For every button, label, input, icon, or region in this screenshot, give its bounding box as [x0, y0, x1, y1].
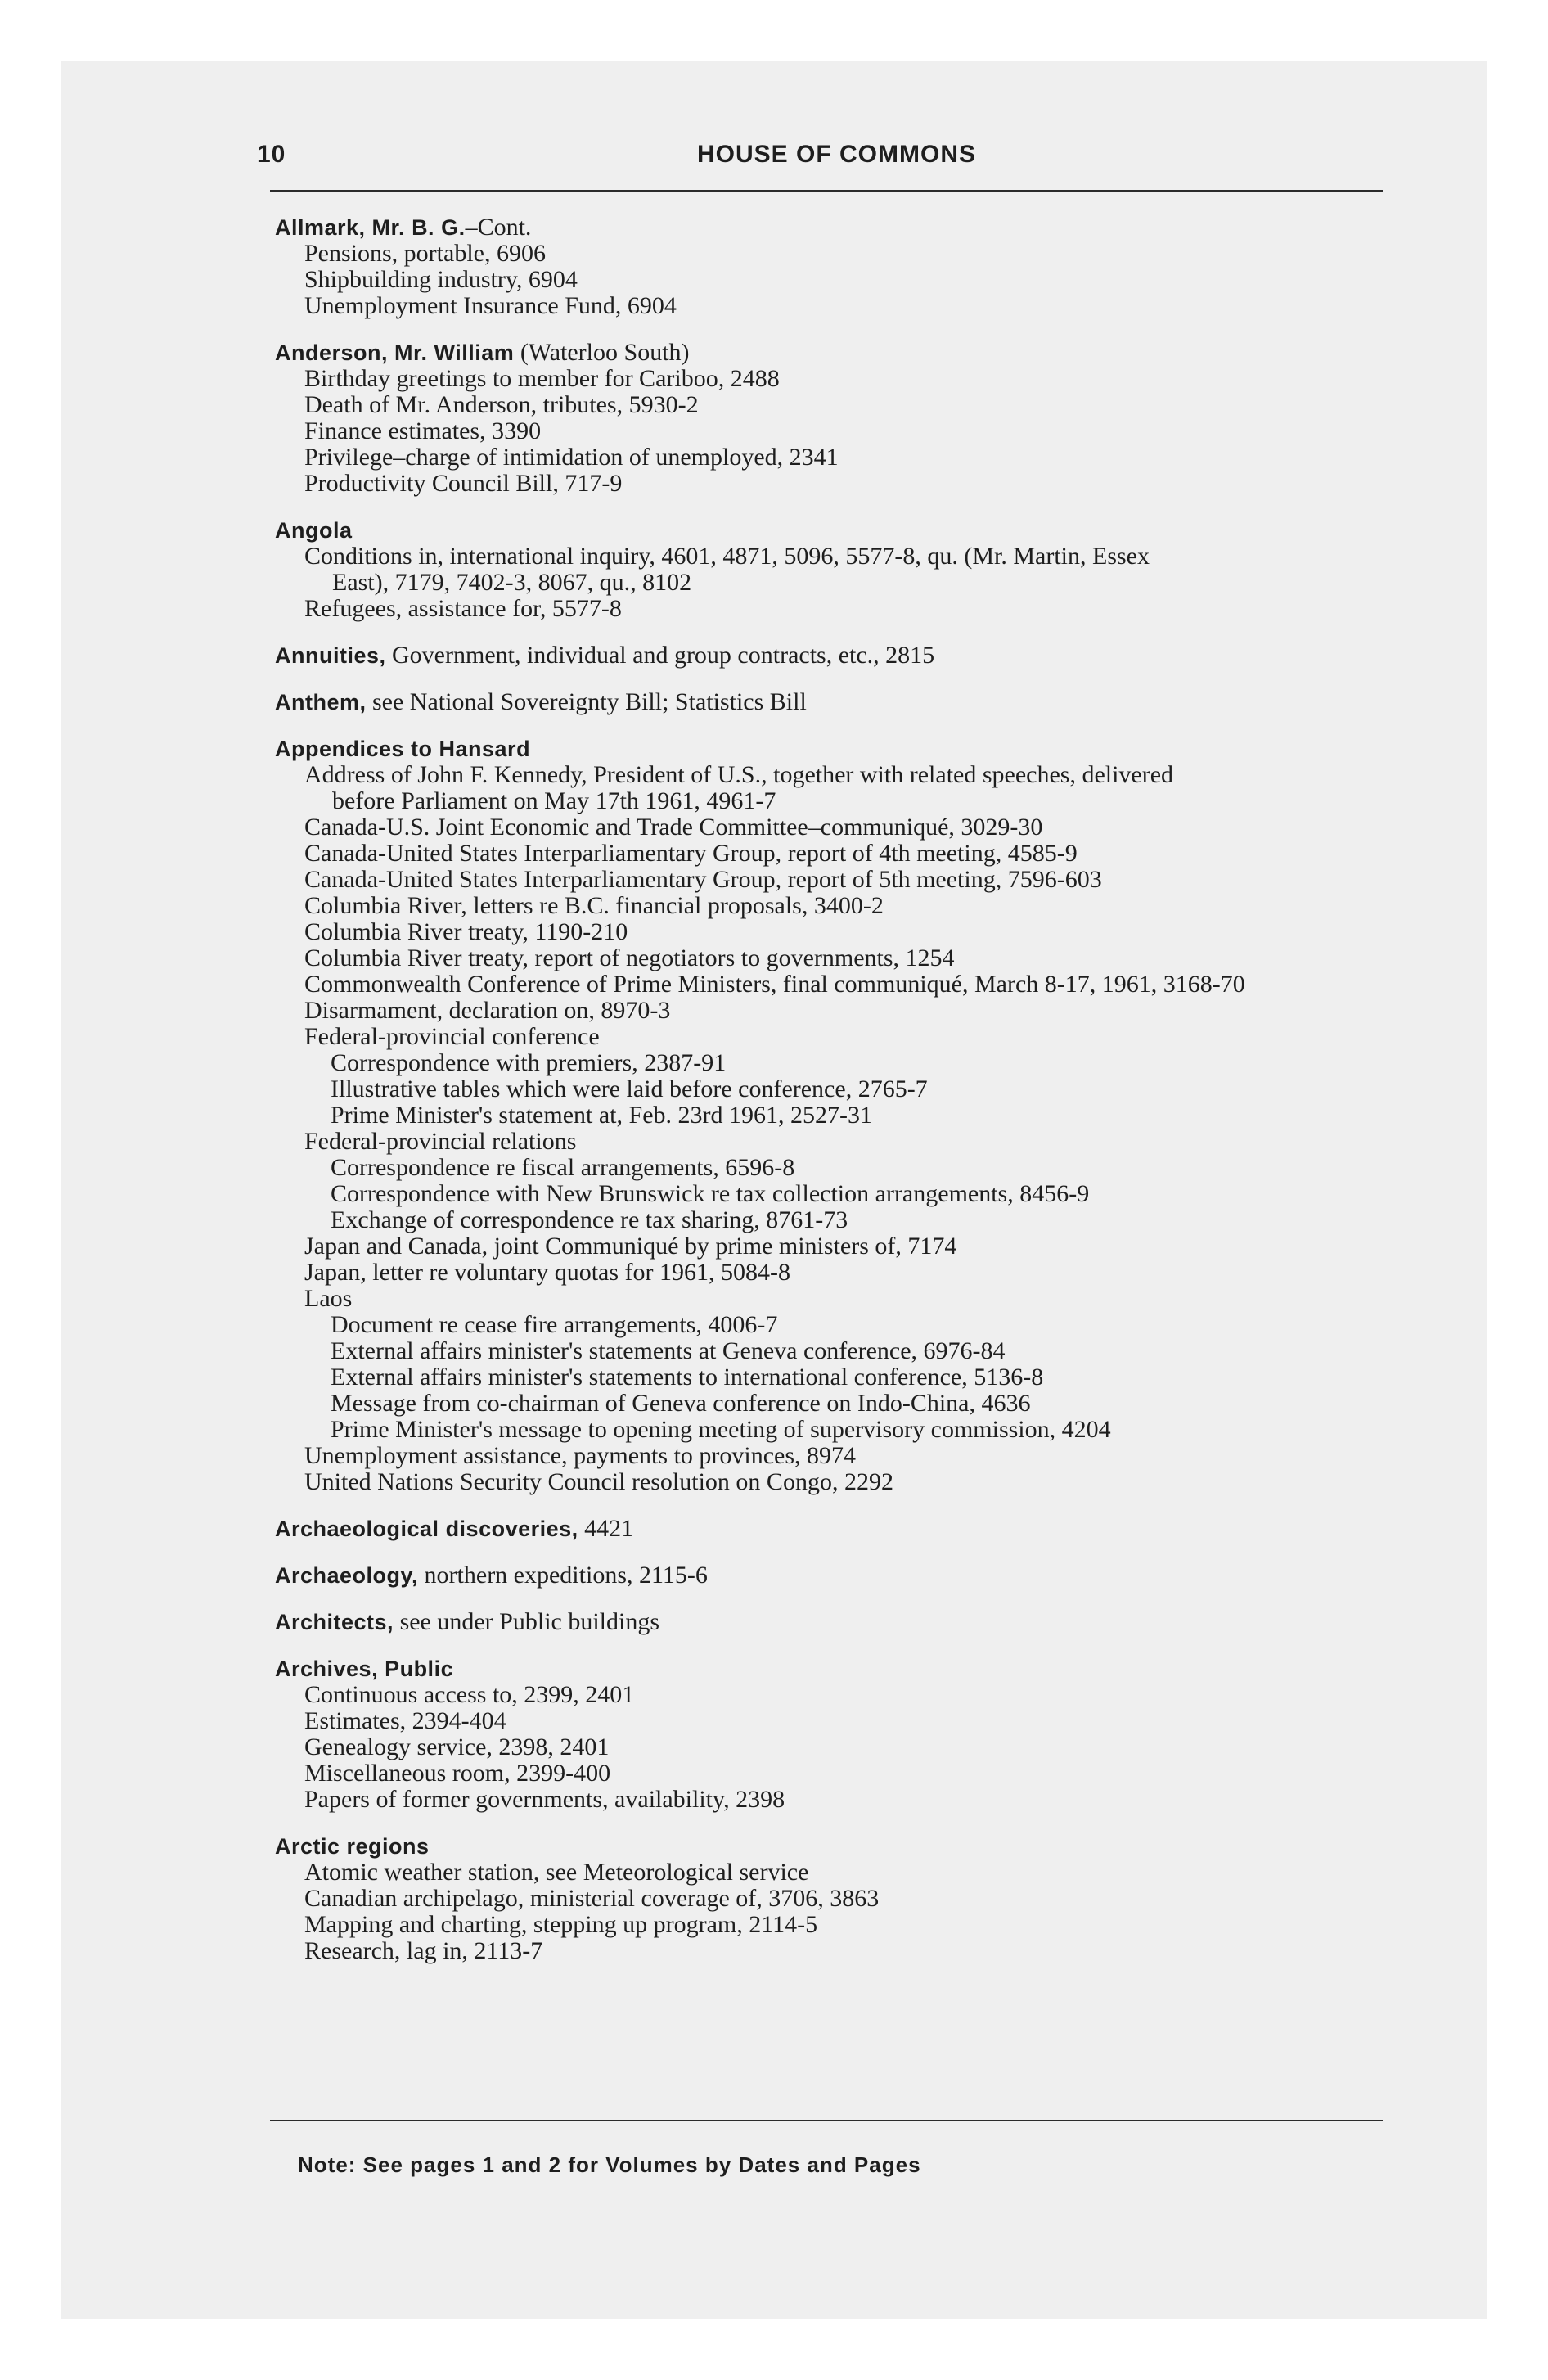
entry-heading: Archaeological discoveries, — [275, 1517, 578, 1541]
entry-heading: Archives, Public — [275, 1657, 454, 1681]
entry-sub-item: Canadian archipelago, ministerial coverage of, 3706, 3863 — [304, 1885, 880, 1912]
entry-subsub-item: External affairs minister's statements at Geneva conference, 6976-84 — [331, 1337, 1006, 1364]
entry-heading: Architects, — [275, 1610, 394, 1634]
entry-sub-item: Federal-provincial relations — [304, 1128, 577, 1155]
entry-subsub-item: External affairs minister's statements to international conference, 5136-8 — [331, 1364, 1044, 1391]
footer-note: Note: See pages 1 and 2 for Volumes by Dates and Pages — [298, 2152, 921, 2177]
entry-heading-line — [275, 642, 1404, 669]
entry-heading-rest: 4421 — [578, 1515, 634, 1542]
entry-heading-line — [275, 517, 1404, 543]
index-entry — [275, 340, 1404, 497]
entry-subsub-item: Correspondence with New Brunswick re tax collection arrangements, 8456-9 — [331, 1180, 1090, 1207]
entry-sub-item: Finance estimates, 3390 — [304, 417, 542, 444]
entry-sub-item: Japan and Canada, joint Communiqué by prime ministers of, 7174 — [304, 1233, 957, 1260]
index-entry — [275, 689, 1404, 715]
entry-subsub-item: Document re cease fire arrangements, 4006-7 — [331, 1311, 778, 1338]
index-entry — [275, 642, 1404, 669]
index-entry — [275, 214, 1404, 319]
entry-heading-line — [275, 736, 1404, 762]
entry-subsub-item: Correspondence with premiers, 2387-91 — [331, 1049, 727, 1076]
entry-continuation-line: before Parliament on May 17th 1961, 4961-7 — [332, 787, 776, 814]
entry-heading-rest: (Waterloo South) — [514, 339, 690, 366]
entry-heading-rest: see National Sovereignty Bill; Statistics Bill — [366, 688, 807, 715]
entry-heading-line — [275, 1833, 1404, 1859]
entry-sub-item: Columbia River, letters re B.C. financial proposals, 3400-2 — [304, 892, 884, 919]
entry-sub-item: Research, lag in, 2113-7 — [304, 1937, 543, 1964]
entry-heading: Anthem, — [275, 690, 367, 714]
entry-sub-item: Death of Mr. Anderson, tributes, 5930-2 — [304, 391, 699, 418]
entry-continuation-line: East), 7179, 7402-3, 8067, qu., 8102 — [332, 569, 692, 596]
entry-sub-item: Privilege–charge of intimidation of unemployed, 2341 — [304, 444, 839, 471]
index-entry — [275, 1656, 1404, 1813]
entry-heading-rest: Government, individual and group contracts, etc., 2815 — [385, 642, 935, 669]
entry-sub-item: Conditions in, international inquiry, 4601, 4871, 5096, 5577-8, qu. (Mr. Martin, Essex — [304, 543, 1150, 570]
entry-subsub-item: Correspondence re fiscal arrangements, 6596-8 — [331, 1154, 795, 1181]
entry-sub-item: Shipbuilding industry, 6904 — [304, 266, 578, 293]
entry-heading-rest: –Cont. — [465, 214, 532, 241]
entry-sub-item: Productivity Council Bill, 717-9 — [304, 470, 623, 497]
entry-sub-item: Birthday greetings to member for Cariboo, 2488 — [304, 365, 780, 392]
entry-heading-line — [275, 1516, 1404, 1542]
entry-sub-item: Laos — [304, 1285, 353, 1312]
entry-heading-line — [275, 340, 1404, 366]
entry-sub-item: Estimates, 2394-404 — [304, 1707, 506, 1734]
entry-heading: Arctic regions — [275, 1834, 430, 1859]
entry-sub-item: Refugees, assistance for, 5577-8 — [304, 595, 622, 622]
entry-subsub-item: Prime Minister's message to opening meeting of supervisory commission, 4204 — [331, 1416, 1111, 1443]
entry-sub-item: Atomic weather station, see Meteorological service — [304, 1859, 809, 1886]
entry-heading-line — [275, 1609, 1404, 1635]
entry-subsub-item: Exchange of correspondence re tax sharing, 8761-73 — [331, 1206, 848, 1233]
index-column — [275, 214, 1404, 1985]
entry-sub-item: United Nations Security Council resolution on Congo, 2292 — [304, 1468, 893, 1495]
entry-heading-line — [275, 689, 1404, 715]
entry-sub-item: Pensions, portable, 6906 — [304, 240, 546, 267]
page-number: 10 — [257, 141, 286, 168]
index-entry — [275, 736, 1404, 1495]
entry-heading: Anderson, Mr. William — [275, 340, 515, 365]
index-entry — [275, 1562, 1404, 1589]
index-entry — [275, 1609, 1404, 1635]
entry-heading: Annuities, — [275, 643, 386, 668]
index-entry — [275, 1516, 1404, 1542]
entry-sub-item: Miscellaneous room, 2399-400 — [304, 1760, 611, 1787]
entry-heading-rest: see under Public buildings — [394, 1608, 660, 1635]
entry-heading: Allmark, Mr. B. G. — [275, 215, 466, 240]
entry-heading-rest: northern expeditions, 2115-6 — [418, 1562, 708, 1589]
entry-sub-item: Unemployment assistance, payments to provinces, 8974 — [304, 1442, 857, 1469]
entry-sub-item: Continuous access to, 2399, 2401 — [304, 1681, 635, 1708]
entry-heading-line — [275, 1656, 1404, 1682]
entry-sub-item: Unemployment Insurance Fund, 6904 — [304, 292, 677, 319]
entry-heading-line — [275, 214, 1404, 241]
entry-heading: Angola — [275, 518, 353, 543]
entry-sub-item: Commonwealth Conference of Prime Ministers, final communiqué, March 8-17, 1961, 3168-70 — [304, 971, 1245, 998]
entry-heading: Appendices to Hansard — [275, 737, 531, 761]
entry-subsub-item: Illustrative tables which were laid before conference, 2765-7 — [331, 1075, 928, 1102]
index-entry — [275, 517, 1404, 622]
entry-subsub-item: Message from co-chairman of Geneva conference on Indo-China, 4636 — [331, 1390, 1031, 1417]
entry-heading-line — [275, 1562, 1404, 1589]
entry-sub-item: Disarmament, declaration on, 8970-3 — [304, 997, 671, 1024]
footer-rule — [270, 2120, 1383, 2121]
entry-sub-item: Columbia River treaty, 1190-210 — [304, 918, 628, 945]
entry-heading: Archaeology, — [275, 1563, 419, 1588]
index-entry — [275, 1833, 1404, 1964]
entry-subsub-item: Prime Minister's statement at, Feb. 23rd 1961, 2527-31 — [331, 1102, 872, 1129]
entry-sub-item: Japan, letter re voluntary quotas for 1961, 5084-8 — [304, 1259, 791, 1286]
header-rule — [270, 190, 1383, 192]
page-header — [214, 137, 1384, 178]
entry-sub-item: Federal-provincial conference — [304, 1023, 600, 1050]
entry-sub-item: Canada-United States Interparliamentary Group, report of 4th meeting, 4585-9 — [304, 840, 1078, 867]
page-title: HOUSE OF COMMONS — [697, 141, 977, 168]
entry-sub-item: Canada-U.S. Joint Economic and Trade Committee–communiqué, 3029-30 — [304, 814, 1043, 841]
entry-sub-item: Mapping and charting, stepping up program, 2114-5 — [304, 1911, 818, 1938]
entry-sub-item: Canada-United States Interparliamentary Group, report of 5th meeting, 7596-603 — [304, 866, 1102, 893]
entry-sub-item: Address of John F. Kennedy, President of U.S., together with related speeches, delivered — [304, 761, 1174, 788]
entry-sub-item: Genealogy service, 2398, 2401 — [304, 1733, 610, 1760]
entry-sub-item: Columbia River treaty, report of negotiators to governments, 1254 — [304, 944, 955, 971]
entry-sub-item: Papers of former governments, availability, 2398 — [304, 1786, 785, 1813]
